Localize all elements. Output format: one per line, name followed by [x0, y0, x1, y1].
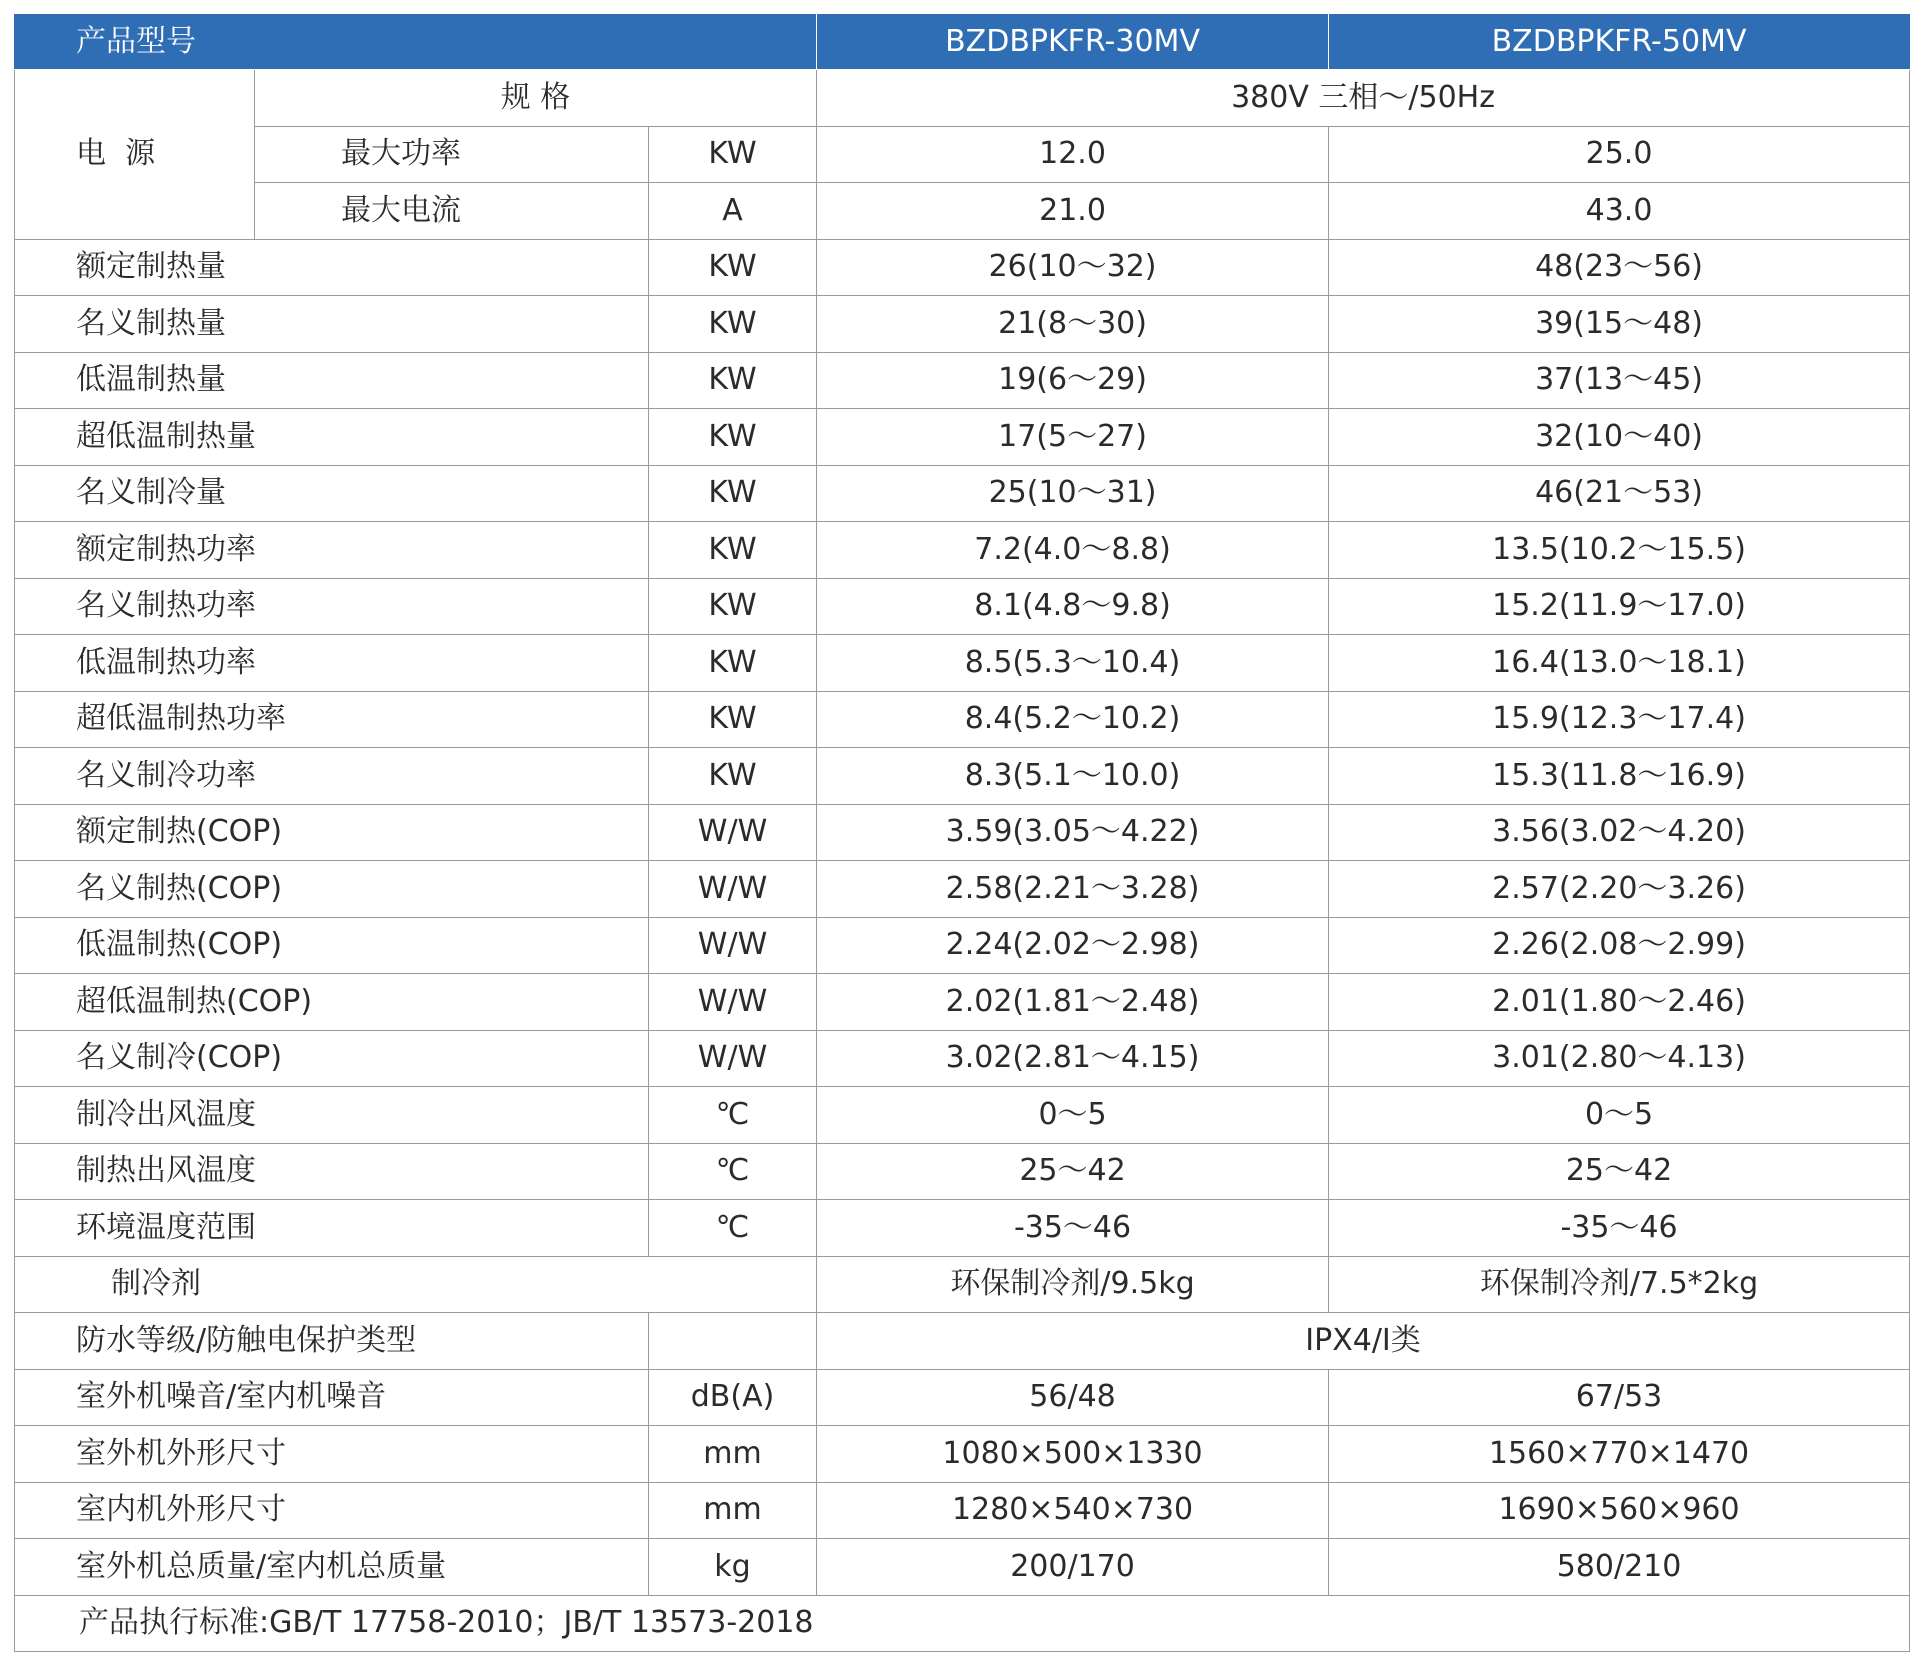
row-value-a: 2.58(2.21～3.28): [817, 861, 1329, 918]
max-power-b: 25.0: [1329, 126, 1910, 183]
row-label: 超低温制热(COP): [15, 974, 649, 1031]
row-unit: ℃: [649, 1087, 817, 1144]
header-row: [15, 15, 1910, 70]
footer-row: [15, 1595, 1910, 1652]
row-value-b: 1560×770×1470: [1329, 1426, 1910, 1483]
row-value-b: 15.3(11.8～16.9): [1329, 748, 1910, 805]
table-row: [15, 1143, 1910, 1200]
model-a-header: BZDBPKFR-30MV: [817, 15, 1329, 70]
row-value-b: 32(10～40): [1329, 409, 1910, 466]
row-value-b: 67/53: [1329, 1369, 1910, 1426]
row-label: 室外机外形尺寸: [15, 1426, 649, 1483]
max-power-row: [15, 126, 1910, 183]
row-unit: KW: [649, 465, 817, 522]
row-label: 额定制热功率: [15, 522, 649, 579]
max-power-a: 12.0: [817, 126, 1329, 183]
model-b-header: BZDBPKFR-50MV: [1329, 15, 1910, 70]
row-value-b: 0～5: [1329, 1087, 1910, 1144]
row-label: 室内机外形尺寸: [15, 1482, 649, 1539]
table-row: [15, 748, 1910, 805]
row-value-b: -35～46: [1329, 1200, 1910, 1257]
standard-note: 产品执行标准:GB/T 17758-2010；JB/T 13573-2018: [15, 1595, 1910, 1652]
table-row: [15, 635, 1910, 692]
row-label: 额定制热(COP): [15, 804, 649, 861]
row-value-a: 19(6～29): [817, 352, 1329, 409]
row-value-a: 2.24(2.02～2.98): [817, 917, 1329, 974]
row-unit: ℃: [649, 1143, 817, 1200]
max-current-a: 21.0: [817, 183, 1329, 240]
row-label: 低温制热量: [15, 352, 649, 409]
row-value-b: 15.2(11.9～17.0): [1329, 578, 1910, 635]
row-label: 名义制热功率: [15, 578, 649, 635]
refrigerant-a: 环保制冷剂/9.5kg: [817, 1256, 1329, 1313]
row-value-b: 15.9(12.3～17.4): [1329, 691, 1910, 748]
row-value-a: 25(10～31): [817, 465, 1329, 522]
spec-value: 380V 三相～/50Hz: [817, 70, 1910, 127]
row-label: 制冷出风温度: [15, 1087, 649, 1144]
row-unit: KW: [649, 296, 817, 353]
power-group-label: 电 源: [15, 70, 255, 240]
table-row: [15, 691, 1910, 748]
row-unit: W/W: [649, 861, 817, 918]
row-value-a: -35～46: [817, 1200, 1329, 1257]
table-row: [15, 1426, 1910, 1483]
row-value-a: 1080×500×1330: [817, 1426, 1329, 1483]
row-label: 名义制冷功率: [15, 748, 649, 805]
row-unit: KW: [649, 239, 817, 296]
table-row: [15, 861, 1910, 918]
row-value-a: 8.3(5.1～10.0): [817, 748, 1329, 805]
row-unit: ℃: [649, 1200, 817, 1257]
row-value-a: 26(10～32): [817, 239, 1329, 296]
row-value-a: 200/170: [817, 1539, 1329, 1596]
row-unit: KW: [649, 691, 817, 748]
table-row: [15, 352, 1910, 409]
refrigerant-label: 制冷剂: [15, 1256, 817, 1313]
row-value-b: 46(21～53): [1329, 465, 1910, 522]
max-power-unit: KW: [649, 126, 817, 183]
row-value-b: 580/210: [1329, 1539, 1910, 1596]
max-current-b: 43.0: [1329, 183, 1910, 240]
row-label: 制热出风温度: [15, 1143, 649, 1200]
row-value-a: 56/48: [817, 1369, 1329, 1426]
row-label: 环境温度范围: [15, 1200, 649, 1257]
table-row: [15, 974, 1910, 1031]
row-label: 名义制热量: [15, 296, 649, 353]
row-unit: mm: [649, 1482, 817, 1539]
row-unit: W/W: [649, 917, 817, 974]
table-row: [15, 1087, 1910, 1144]
table-row: [15, 1369, 1910, 1426]
row-unit: KW: [649, 352, 817, 409]
row-value-b: 2.26(2.08～2.99): [1329, 917, 1910, 974]
row-unit: W/W: [649, 1030, 817, 1087]
row-label: 室外机总质量/室内机总质量: [15, 1539, 649, 1596]
product-model-label: 产品型号: [15, 15, 817, 70]
row-label: 室外机噪音/室内机噪音: [15, 1369, 649, 1426]
table-row: [15, 1030, 1910, 1087]
row-value-b: 3.01(2.80～4.13): [1329, 1030, 1910, 1087]
row-value-b: 1690×560×960: [1329, 1482, 1910, 1539]
row-value-a: 17(5～27): [817, 409, 1329, 466]
row-value-b: 3.56(3.02～4.20): [1329, 804, 1910, 861]
protection-value: IPX4/I类: [817, 1313, 1910, 1370]
spec-table: [14, 14, 1910, 1652]
row-value-a: 21(8～30): [817, 296, 1329, 353]
row-value-a: 8.5(5.3～10.4): [817, 635, 1329, 692]
row-value-a: 2.02(1.81～2.48): [817, 974, 1329, 1031]
row-label: 超低温制热功率: [15, 691, 649, 748]
spec-label: 规 格: [255, 70, 817, 127]
row-value-a: 1280×540×730: [817, 1482, 1329, 1539]
row-label: 超低温制热量: [15, 409, 649, 466]
row-value-b: 2.01(1.80～2.46): [1329, 974, 1910, 1031]
refrigerant-b: 环保制冷剂/7.5*2kg: [1329, 1256, 1910, 1313]
row-value-a: 8.4(5.2～10.2): [817, 691, 1329, 748]
row-label: 名义制热(COP): [15, 861, 649, 918]
row-unit: KW: [649, 578, 817, 635]
max-power-label: 最大功率: [255, 126, 649, 183]
row-unit: KW: [649, 522, 817, 579]
row-value-b: 2.57(2.20～3.26): [1329, 861, 1910, 918]
max-current-row: [15, 183, 1910, 240]
row-label: 名义制冷(COP): [15, 1030, 649, 1087]
row-label: 低温制热功率: [15, 635, 649, 692]
row-value-b: 25～42: [1329, 1143, 1910, 1200]
protection-label: 防水等级/防触电保护类型: [15, 1313, 649, 1370]
row-value-b: 39(15～48): [1329, 296, 1910, 353]
row-unit: KW: [649, 409, 817, 466]
row-unit: dB(A): [649, 1369, 817, 1426]
row-unit: mm: [649, 1426, 817, 1483]
protection-row: [15, 1313, 1910, 1370]
table-row: [15, 296, 1910, 353]
row-value-b: 37(13～45): [1329, 352, 1910, 409]
table-row: [15, 409, 1910, 466]
row-unit: W/W: [649, 804, 817, 861]
max-current-unit: A: [649, 183, 817, 240]
row-unit: kg: [649, 1539, 817, 1596]
row-value-b: 16.4(13.0～18.1): [1329, 635, 1910, 692]
table-row: [15, 522, 1910, 579]
row-unit: KW: [649, 748, 817, 805]
row-unit: KW: [649, 635, 817, 692]
refrigerant-row: [15, 1256, 1910, 1313]
table-row: [15, 1482, 1910, 1539]
row-value-b: 13.5(10.2～15.5): [1329, 522, 1910, 579]
table-row: [15, 1539, 1910, 1596]
row-label: 名义制冷量: [15, 465, 649, 522]
row-label: 额定制热量: [15, 239, 649, 296]
table-row: [15, 578, 1910, 635]
row-value-a: 25～42: [817, 1143, 1329, 1200]
table-row: [15, 465, 1910, 522]
table-row: [15, 239, 1910, 296]
row-value-a: 7.2(4.0～8.8): [817, 522, 1329, 579]
table-row: [15, 917, 1910, 974]
row-unit: W/W: [649, 974, 817, 1031]
row-label: 低温制热(COP): [15, 917, 649, 974]
max-current-label: 最大电流: [255, 183, 649, 240]
row-value-a: 0～5: [817, 1087, 1329, 1144]
spec-row: [15, 70, 1910, 127]
table-row: [15, 804, 1910, 861]
protection-unit: [649, 1313, 817, 1370]
table-row: [15, 1200, 1910, 1257]
row-value-a: 3.59(3.05～4.22): [817, 804, 1329, 861]
row-value-a: 8.1(4.8～9.8): [817, 578, 1329, 635]
row-value-a: 3.02(2.81～4.15): [817, 1030, 1329, 1087]
row-value-b: 48(23～56): [1329, 239, 1910, 296]
